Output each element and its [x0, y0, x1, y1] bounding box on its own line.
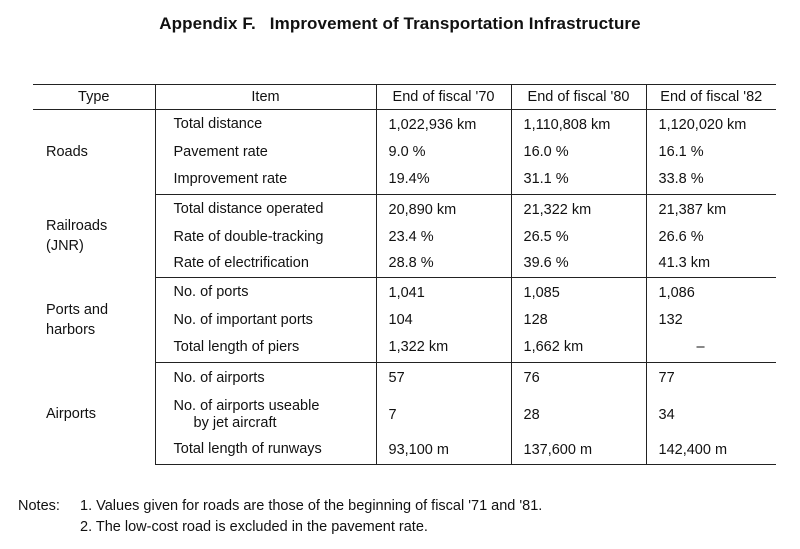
header-fy80: End of fiscal '80 [511, 85, 646, 110]
value-fy80: 1,085 [511, 278, 646, 308]
value-fy70: 1,022,936 km [376, 110, 511, 140]
item-cell: Rate of electrification [155, 250, 376, 278]
type-line: Ports and [46, 302, 109, 318]
header-row [33, 85, 776, 110]
value-fy70: 57 [376, 363, 511, 394]
value-fy82: 142,400 m [646, 436, 776, 465]
notes-label: Notes: [18, 498, 60, 514]
value-fy80: 16.0 % [511, 140, 646, 165]
note-1 [18, 496, 542, 517]
value-fy80: 76 [511, 363, 646, 394]
value-fy80: 31.1 % [511, 165, 646, 195]
item-cell: Rate of double-tracking [155, 225, 376, 250]
type-roads: Roads [46, 144, 88, 161]
value-fy82: 1,086 [646, 278, 776, 308]
type-line: (JNR) [46, 238, 84, 254]
value-fy82: 16.1 % [646, 140, 776, 165]
value-fy70: 23.4 % [376, 225, 511, 250]
value-fy70: 1,041 [376, 278, 511, 308]
value-fy82: 33.8 % [646, 165, 776, 195]
item-line: No. of airports useable [173, 397, 320, 414]
value-fy82: 132 [646, 308, 776, 333]
value-fy80: 26.5 % [511, 225, 646, 250]
value-fy80: 28 [511, 394, 646, 436]
value-fy70: 93,100 m [376, 436, 511, 465]
item-cell: Total distance [155, 110, 376, 140]
type-line: harbors [46, 322, 96, 338]
table-row [33, 363, 776, 394]
infrastructure-table [33, 84, 776, 465]
item-cell: No. of important ports [155, 308, 376, 333]
value-fy82: 34 [646, 394, 776, 436]
value-fy70: 19.4% [376, 165, 511, 195]
header-item: Item [155, 85, 376, 110]
type-railroads [33, 195, 155, 278]
value-fy70: 1,322 km [376, 333, 511, 363]
table-row [33, 195, 776, 225]
page-title [0, 14, 800, 34]
table-row [33, 278, 776, 308]
item-cell: No. of ports [155, 278, 376, 308]
item-cell: Improvement rate [155, 165, 376, 195]
item-cell: Pavement rate [155, 140, 376, 165]
value-fy82: 77 [646, 363, 776, 394]
value-fy70: 28.8 % [376, 250, 511, 278]
item-cell: Total distance operated [155, 195, 376, 225]
type-line: Railroads [46, 218, 108, 234]
value-fy80: 1,110,808 km [511, 110, 646, 140]
value-fy82: – [646, 333, 776, 363]
item-line: by jet aircraft [193, 414, 277, 431]
item-cell: No. of airports [155, 363, 376, 394]
value-fy80: 1,662 km [511, 333, 646, 363]
item-cell: Total length of piers [155, 333, 376, 363]
type-airports: Airports [46, 405, 96, 422]
value-fy82: 26.6 % [646, 225, 776, 250]
value-fy70: 104 [376, 308, 511, 333]
value-fy82: 1,120,020 km [646, 110, 776, 140]
value-fy70: 9.0 % [376, 140, 511, 165]
header-fy70: End of fiscal '70 [376, 85, 511, 110]
note-1-text: 1. Values given for roads are those of the beginning of fiscal '71 and '81. [80, 498, 543, 514]
header-type: Type [33, 85, 155, 110]
title-prefix: Appendix F. [159, 14, 256, 33]
table-row [33, 110, 776, 140]
value-fy70: 7 [376, 394, 511, 436]
header-fy82: End of fiscal '82 [646, 85, 776, 110]
type-ports [33, 278, 155, 363]
item-cell [155, 394, 376, 436]
value-fy80: 137,600 m [511, 436, 646, 465]
value-fy82: 21,387 km [646, 195, 776, 225]
value-fy80: 39.6 % [511, 250, 646, 278]
value-fy80: 128 [511, 308, 646, 333]
note-2: 2. The low-cost road is excluded in the pavement rate. [80, 519, 428, 535]
title-text: Improvement of Transportation Infrastructure [269, 14, 641, 33]
notes [18, 496, 542, 538]
value-fy70: 20,890 km [376, 195, 511, 225]
value-fy82: 41.3 km [646, 250, 776, 278]
value-fy80: 21,322 km [511, 195, 646, 225]
item-cell: Total length of runways [155, 436, 376, 465]
